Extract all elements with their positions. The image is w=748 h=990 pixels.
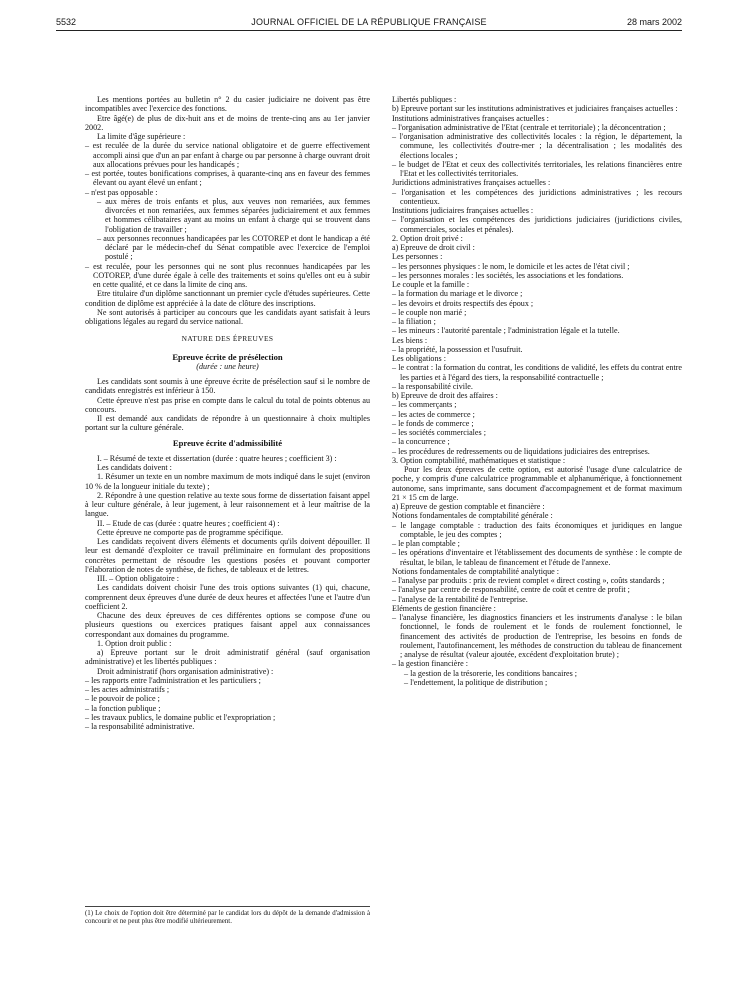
paragraph: Les candidats sont soumis à une épreuve écrite de présélection sauf si le nombre de candidats enregistrés est inférieur à 150.	[85, 377, 370, 396]
paragraph: – le contrat : la formation du contrat, les conditions de validité, les effets du contrat entre les parties et à l'égard des tiers, la responsabilité contractuelle ;	[392, 363, 682, 382]
paragraph: – l'analyse par produits : prix de revient complet « direct costing », coûts standards ;	[392, 576, 665, 585]
paragraph: Ne sont autorisés à participer au concours que les candidats ayant satisfait à leurs obligations légales au regard du service national.	[85, 307, 370, 326]
paragraph: 1. Résumer un texte en un nombre maximum de mots indiqué dans le sujet (environ 10 % de la longueur initiale du texte) ;	[85, 472, 370, 491]
paragraph: – la formation du mariage et le divorce ;	[392, 289, 523, 299]
paragraph: II. – Etude de cas (durée : quatre heures ; coefficient 4) :	[97, 518, 280, 528]
paragraph: Chacune des deux épreuves de ces différentes options se compose d'une ou plusieurs questions ou exercices pratiques faisant appel aux connaissances correspondant aux domaines du programme.	[85, 611, 370, 639]
paragraph: Epreuve écrite d'admissibilité	[172, 437, 283, 448]
paragraph: Le couple et la famille :	[392, 280, 470, 289]
paragraph: Notions fondamentales de comptabilité générale :	[392, 511, 553, 521]
paragraph: Juridictions administratives françaises actuelles :	[392, 178, 551, 188]
paragraph: – l'organisation et les compétences des juridictions administratives ; les recours contentieux.	[392, 187, 682, 206]
paragraph: – le couple non marié ;	[392, 307, 467, 317]
paragraph: – est reculée de la durée du service national obligatoire et de guerre effectivement accompli ainsi que d'un an par enfant à charge ou par personne à charge ouvrant droit aux allocations prévues pour les handicapés ;	[85, 141, 370, 169]
paragraph: NATURE DES ÉPREUVES	[181, 334, 274, 344]
paragraph: – les mineurs : l'autorité parentale ; l'administration légale et la tutelle.	[392, 326, 620, 336]
paragraph: Pour les deux épreuves de cette option, est autorisé l'usage d'une calculatrice de poche, y compris d'une calculatrice programmable et alphanumérique, à fonctionnement autonome, sans imprimante, sans document d'accompagnement et de format maximum 21 × 15 cm de large.	[392, 465, 682, 502]
paragraph: Les candidats reçoivent divers éléments et documents qu'ils doivent dépouiller. Il leur est demandé d'exploiter ce travail préliminaire en formulant des propositions concrètes permettant de résoudre les questions posées et pouvant comporter l'élaboration de notes de synthèse, de fiches, de tableaux et de lettres.	[85, 537, 370, 574]
paragraph: – les commerçants ;	[392, 400, 457, 410]
paragraph: – le pouvoir de police ;	[85, 694, 160, 704]
paragraph: – la concurrence ;	[392, 437, 450, 447]
paragraph: a) Epreuve de droit civil :	[392, 243, 475, 252]
paragraph: – le budget de l'Etat et ceux des collectivités territoriales, les relations financières entre l'Etat et les collectivités territoriales.	[392, 159, 682, 178]
paragraph: 1. Option droit public :	[97, 638, 172, 648]
paragraph: a) Epreuve portant sur le droit administratif général (sauf organisation administrative) et les libertés publiques :	[85, 648, 370, 667]
paragraph: – est portée, toutes bonifications comprises, à quarante-cinq ans en faveur des femmes élevant ou ayant élevé un enfant ;	[85, 169, 370, 188]
paragraph: – aux personnes reconnues handicapées par les COTOREP et dont le handicap a été déclaré par le médecin-chef du Sénat compatible avec l'exercice de l'emploi postulé ;	[97, 233, 370, 262]
paragraph: Epreuve écrite de présélection	[172, 351, 283, 362]
publication-date: 28 mars 2002	[626, 17, 682, 27]
paragraph: – la responsabilité administrative.	[85, 722, 195, 731]
paragraph: 3. Option comptabilité, mathématiques et statistique :	[392, 455, 566, 465]
paragraph: – les devoirs et droits respectifs des époux ;	[392, 298, 534, 308]
paragraph: – le plan comptable ;	[392, 539, 460, 548]
paragraph: Etre âgé(e) de plus de dix-huit ans et de moins de trente-cinq ans au 1er janvier 2002.	[85, 113, 370, 132]
paragraph: – l'analyse de la rentabilité de l'entreprise.	[392, 594, 528, 604]
paragraph: – aux mères de trois enfants et plus, aux veuves non remariées, aux femmes divorcées et non remariées, aux femmes séparées judiciairement et aux femmes et hommes célibataires ayant au moins un enfant à charge qui se trouvent dans l'obligation de travailler ;	[97, 196, 370, 234]
paragraph: – le langage comptable : traduction des faits économiques et juridiques en langue comptable, le jeu des comptes ;	[392, 520, 682, 539]
right-column	[392, 95, 682, 687]
paragraph: – la filiation ;	[392, 317, 436, 326]
paragraph: Les candidats doivent choisir l'une des trois options suivantes (1) qui, chacune, comprennent deux épreuves d'une durée de deux heures et affectées l'une et l'autre d'un coefficient 2.	[85, 583, 370, 611]
paragraph: 2. Répondre à une question relative au texte sous forme de dissertation faisant appel à leur culture générale, à leur jugement, à leur raisonnement et à leur maîtrise de la langue.	[85, 490, 370, 519]
paragraph: (durée : une heure)	[196, 361, 259, 371]
paragraph: – l'analyse par centre de responsabilité, centre de coût et centre de profit ;	[392, 585, 630, 595]
paragraph: Les personnes :	[392, 252, 443, 262]
paragraph: – les personnes morales : les sociétés, les associations et les fondations.	[392, 270, 624, 280]
paragraph: Eléments de gestion financière :	[392, 603, 496, 613]
paragraph: Cette épreuve ne comporte pas de programme spécifique.	[97, 527, 284, 537]
paragraph: – les actes administratifs ;	[85, 685, 170, 694]
paragraph: – la propriété, la possession et l'usufruit.	[392, 344, 523, 354]
paragraph: Notions fondamentales de comptabilité analytique :	[392, 566, 560, 576]
paragraph: – l'analyse financière, les diagnostics financiers et les instruments d'analyse : le bilan fonctionnel, le fonds de roulement et le fonds de roulement fonctionnel, le financement des activités de production de l'entreprise, les besoins en fonds de roulement, l'autofinancement, les méthodes de construction du tableau de financement ; analyse de résultat (valeur ajoutée, excédent d'exploitation brute) ;	[392, 613, 682, 659]
paragraph: – est reculée, pour les personnes qui ne sont plus reconnues handicapées par les COTOREP, d'une durée égale à celle des traitements et soins qu'elles ont eu à subir en cette qualité, et ce dans la limite de cinq ans.	[85, 261, 370, 289]
paragraph: – l'organisation et les compétences des juridictions judiciaires (juridictions civiles, commerciales, sociales et pénales).	[392, 215, 682, 234]
footnote: (1) Le choix de l'option doit être déterminé par le candidat lors du dépôt de la demande d'admission à concourir et ne peut plus être modifié ultérieurement.	[85, 906, 370, 926]
paragraph: Libertés publiques :	[392, 95, 457, 104]
paragraph: – la gestion financière :	[392, 659, 468, 669]
paragraph: – l'organisation administrative de l'Etat (centrale et territoriale) ; la déconcentration ;	[392, 122, 666, 132]
paragraph: Les candidats doivent :	[97, 463, 172, 472]
paragraph: Cette épreuve n'est pas prise en compte dans le calcul du total de points obtenus au concours.	[85, 395, 370, 414]
paragraph: – la gestion de la trésorerie, les conditions bancaires ;	[404, 668, 578, 678]
paragraph: – les opérations d'inventaire et l'établissement des documents de synthèse : le compte de résultat, le bilan, le tableau de financement et l'étude de l'annexe.	[392, 548, 682, 567]
paragraph: – les travaux publics, le domaine public et l'expropriation ;	[85, 712, 276, 722]
paragraph: – les personnes physiques : le nom, le domicile et les actes de l'état civil ;	[392, 261, 630, 271]
paragraph: – l'endettement, la politique de distribution ;	[404, 677, 548, 687]
paragraph: La limite d'âge supérieure :	[97, 132, 186, 141]
paragraph: Les mentions portées au bulletin n° 2 du casier judiciaire ne doivent pas être incompatibles avec l'exercice des fonctions.	[85, 95, 370, 114]
paragraph: b) Epreuve de droit des affaires :	[392, 391, 498, 400]
paragraph: – les sociétés commerciales ;	[392, 428, 486, 437]
page-header	[56, 16, 682, 31]
paragraph: – n'est pas opposable :	[85, 187, 158, 197]
paragraph: – les rapports entre l'administration et les particuliers ;	[85, 675, 261, 685]
paragraph: Droit administratif (hors organisation administrative) :	[97, 666, 274, 676]
paragraph: Il est demandé aux candidats de répondre à un questionnaire à choix multiples portant sur la culture générale.	[85, 414, 370, 433]
paragraph: – les actes de commerce ;	[392, 409, 475, 419]
paragraph: – la responsabilité civile.	[392, 381, 473, 391]
paragraph: – les procédures de redressements ou de liquidations judiciaires des entreprises.	[392, 446, 650, 456]
journal-title: JOURNAL OFFICIEL DE LA RÉPUBLIQUE FRANÇAISE	[251, 17, 487, 27]
paragraph: Les biens :	[392, 335, 428, 345]
paragraph: I. – Résumé de texte et dissertation (durée : quatre heures ; coefficient 3) :	[97, 453, 337, 463]
paragraph: Les obligations :	[392, 354, 446, 363]
paragraph: Institutions administratives françaises actuelles :	[392, 113, 549, 123]
paragraph: III. – Option obligatoire :	[97, 574, 180, 583]
paragraph: Institutions judiciaires françaises actuelles :	[392, 206, 534, 215]
paragraph: – la fonction publique ;	[85, 703, 161, 713]
paragraph: a) Epreuve de gestion comptable et financière :	[392, 502, 545, 511]
paragraph: b) Epreuve portant sur les institutions administratives et judiciaires françaises actuelles :	[392, 104, 678, 114]
paragraph: Etre titulaire d'un diplôme sanctionnant un premier cycle d'études supérieures. Cette condition de diplôme est appréciée à la date de clôture des inscriptions.	[85, 289, 370, 308]
left-column	[85, 95, 370, 731]
paragraph: – l'organisation administrative des collectivités locales : la région, le département, la commune, les collectivités d'outre-mer ; la décentralisation ; les modalités des élections locales ;	[392, 132, 682, 160]
page-number: 5532	[56, 17, 77, 27]
paragraph: 2. Option droit privé :	[392, 233, 463, 243]
paragraph: – le fonds de commerce ;	[392, 418, 474, 428]
